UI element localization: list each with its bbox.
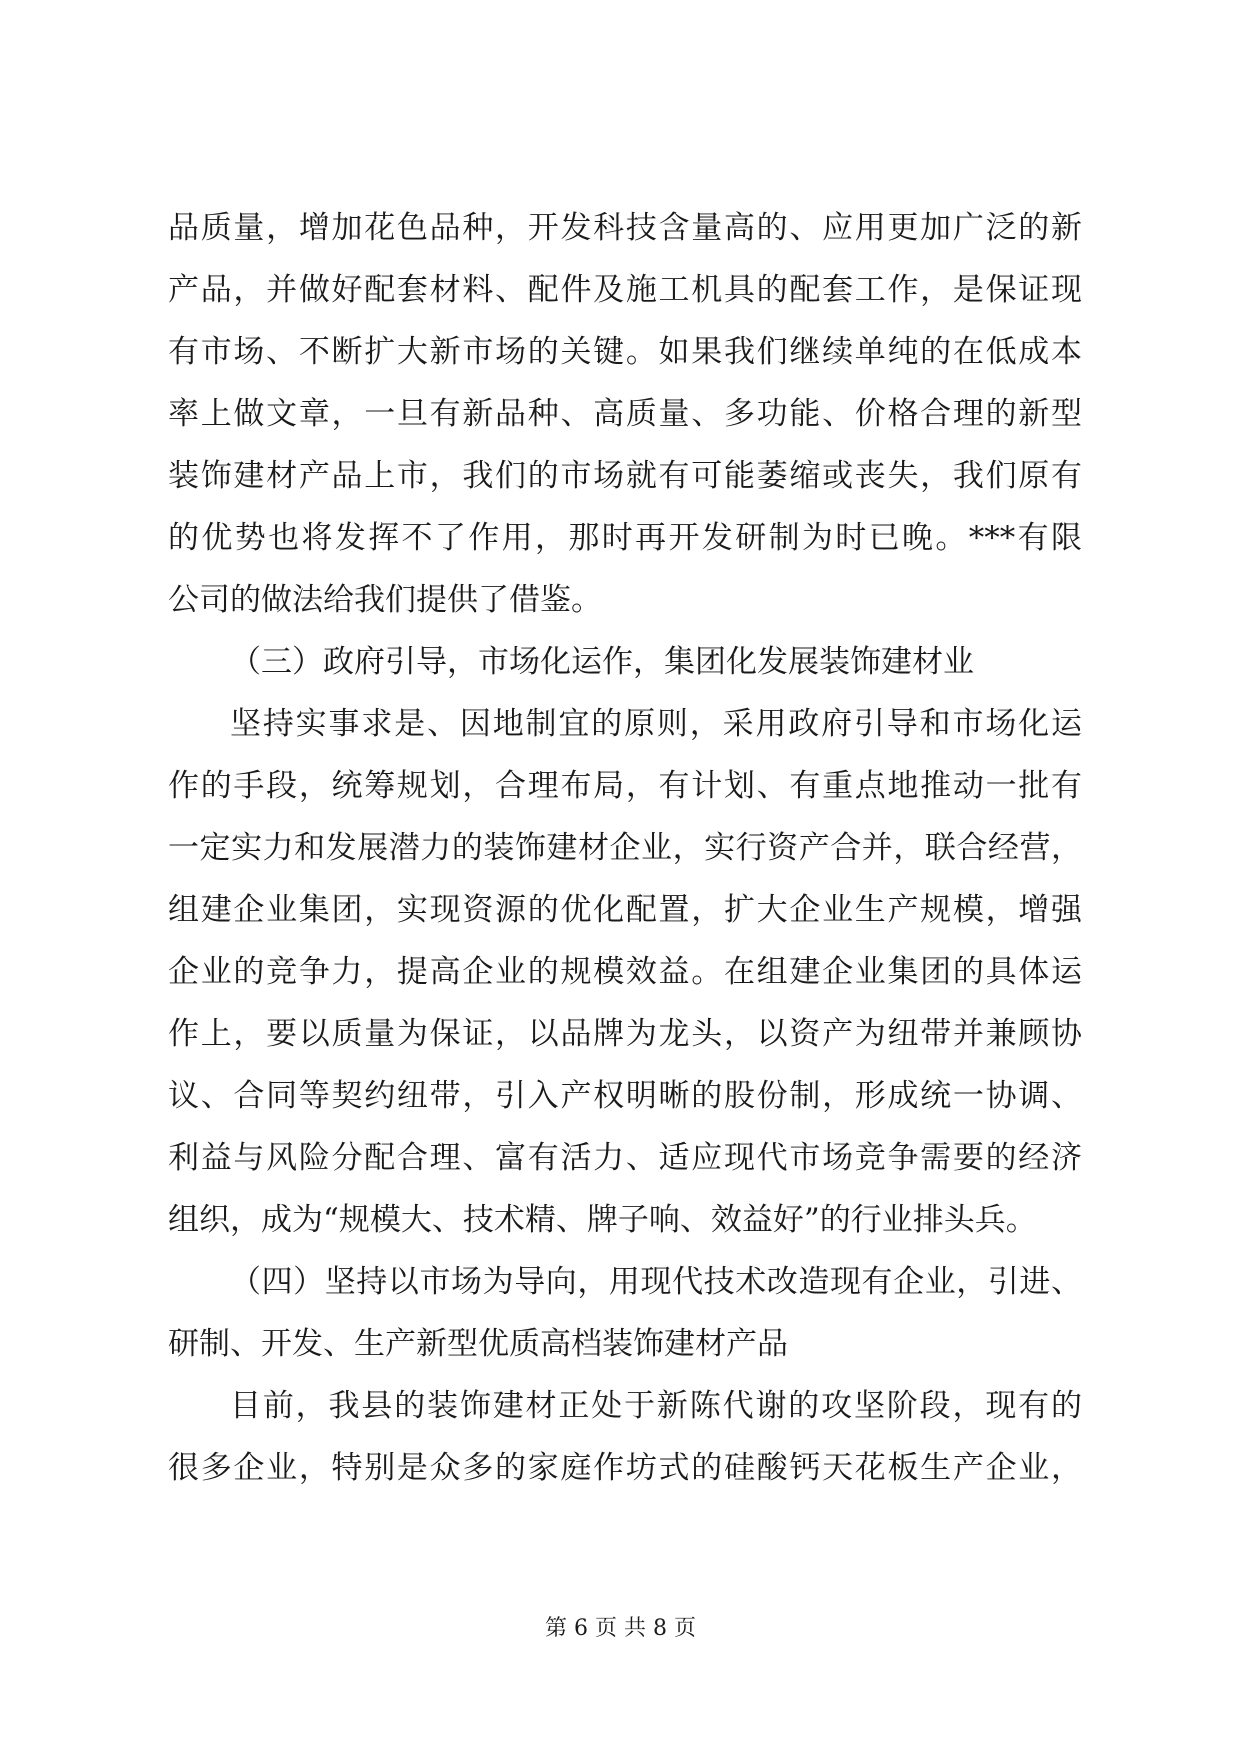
paragraph-line: 议、合同等契约纽带，引入产权明晰的股份制，形成统一协调、	[168, 1078, 1082, 1114]
paragraph-line: 有市场、不断扩大新市场的关键。如果我们继续单纯的在低成本	[168, 334, 1082, 370]
paragraph-line: 目前，我县的装饰建材正处于新陈代谢的攻坚阶段，现有的	[230, 1388, 1082, 1424]
section-heading: （四）坚持以市场为导向，用现代技术改造现有企业，引进、	[230, 1264, 1082, 1300]
paragraph-line: 作的手段，统筹规划，合理布局，有计划、有重点地推动一批有	[168, 768, 1082, 804]
paragraph-line: 品质量，增加花色品种，开发科技含量高的、应用更加广泛的新	[168, 210, 1082, 246]
paragraph-line: 率上做文章，一旦有新品种、高质量、多功能、价格合理的新型	[168, 396, 1082, 432]
paragraph-line: 很多企业，特别是众多的家庭作坊式的硅酸钙天花板生产企业，	[168, 1450, 1082, 1486]
paragraph-line: 装饰建材产品上市，我们的市场就有可能萎缩或丧失，我们原有	[168, 458, 1082, 494]
paragraph-line: 一定实力和发展潜力的装饰建材企业，实行资产合并，联合经营，	[168, 830, 1082, 866]
paragraph-line: 的优势也将发挥不了作用，那时再开发研制为时已晚。***有限	[168, 520, 1082, 556]
paragraph-line: 利益与风险分配合理、富有活力、适应现代市场竞争需要的经济	[168, 1140, 1082, 1176]
paragraph-line: 企业的竞争力，提高企业的规模效益。在组建企业集团的具体运	[168, 954, 1082, 990]
section-heading: （三）政府引导，市场化运作，集团化发展装饰建材业	[230, 644, 974, 680]
paragraph-line: 组织，成为“规模大、技术精、牌子响、效益好”的行业排头兵。	[168, 1202, 1037, 1238]
paragraph-line: 坚持实事求是、因地制宜的原则，采用政府引导和市场化运	[230, 706, 1082, 742]
section-heading: 研制、开发、生产新型优质高档装饰建材产品	[168, 1326, 788, 1362]
page-number-footer: 第 6 页 共 8 页	[545, 1616, 696, 1641]
paragraph-line: 产品，并做好配套材料、配件及施工机具的配套工作，是保证现	[168, 272, 1082, 308]
paragraph-line: 作上，要以质量为保证，以品牌为龙头，以资产为纽带并兼顾协	[168, 1016, 1082, 1052]
paragraph-line: 公司的做法给我们提供了借鉴。	[168, 582, 602, 618]
paragraph-line: 组建企业集团，实现资源的优化配置，扩大企业生产规模，增强	[168, 892, 1082, 928]
